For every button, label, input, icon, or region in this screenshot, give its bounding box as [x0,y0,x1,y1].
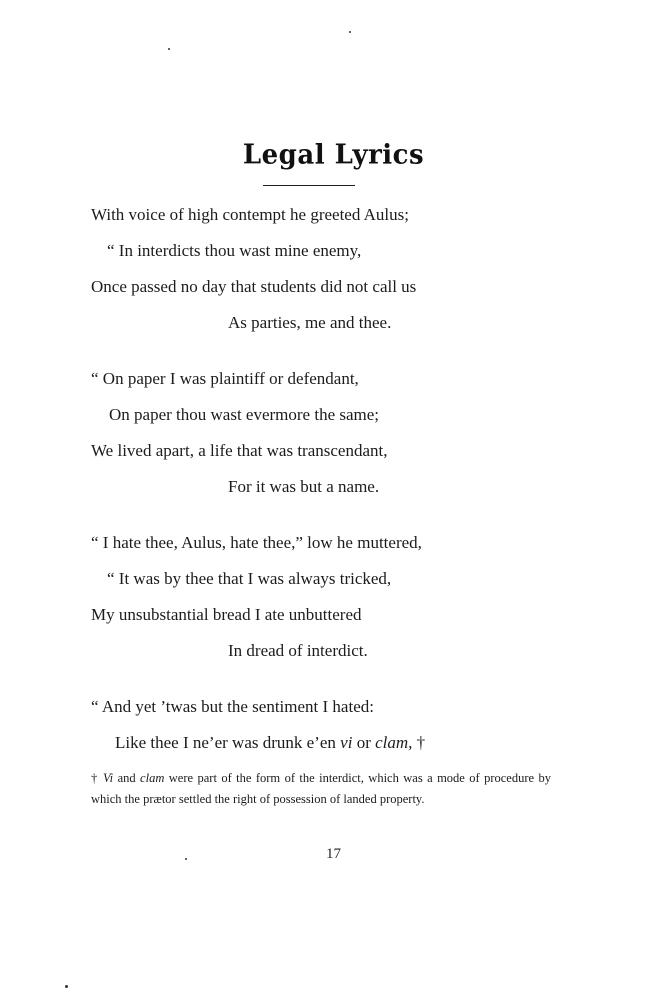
footnote-mark: † [91,771,103,785]
poem-line: For it was but a name. [228,477,380,496]
poem-line: On paper thou wast evermore the same; [109,405,380,424]
footnote [91,768,551,810]
latin-term: Vi [102,771,114,785]
poem-line: “ And yet ’twas but the sentiment I hated: [91,697,374,716]
poem-line: My unsubstantial bread I ate unbuttered [91,605,362,624]
footnote-mark: † [412,733,426,752]
poem-line: With voice of high contempt he greeted Aulus; [91,205,409,224]
poem-line: In dread of interdict. [228,641,368,660]
title-rule [263,185,355,186]
poem-line: “ On paper I was plaintiff or defendant, [91,369,359,388]
print-speck [185,858,187,860]
line-text: or [352,733,376,752]
footnote-text: were part of the form of the interdict, which was a mode of procedure by which the prætor settled the right of possession of landed property. [91,771,551,806]
page-title: Legal Lyrics [242,139,425,171]
print-speck [65,985,68,988]
poem-line [115,733,425,753]
poem-line: “ It was by thee that I was always tricked, [107,569,392,588]
poem-line: As parties, me and thee. [228,313,392,332]
poem-line: “ In interdicts thou wast mine enemy, [107,241,362,260]
latin-term: vi [340,733,353,752]
poem-line: We lived apart, a life that was transcendant, [91,441,388,460]
page-number: 17 [326,846,341,862]
print-speck [349,31,351,33]
latin-term: clam [140,771,165,785]
poem-line: “ I hate thee, Aulus, hate thee,” low he muttered, [91,533,422,552]
latin-term: clam, [375,733,413,752]
footnote-text: and [113,771,141,785]
line-text: Like thee I ne’er was drunk e’en [115,733,341,752]
print-speck [168,48,170,50]
poem-line: Once passed no day that students did not call us [91,277,417,296]
